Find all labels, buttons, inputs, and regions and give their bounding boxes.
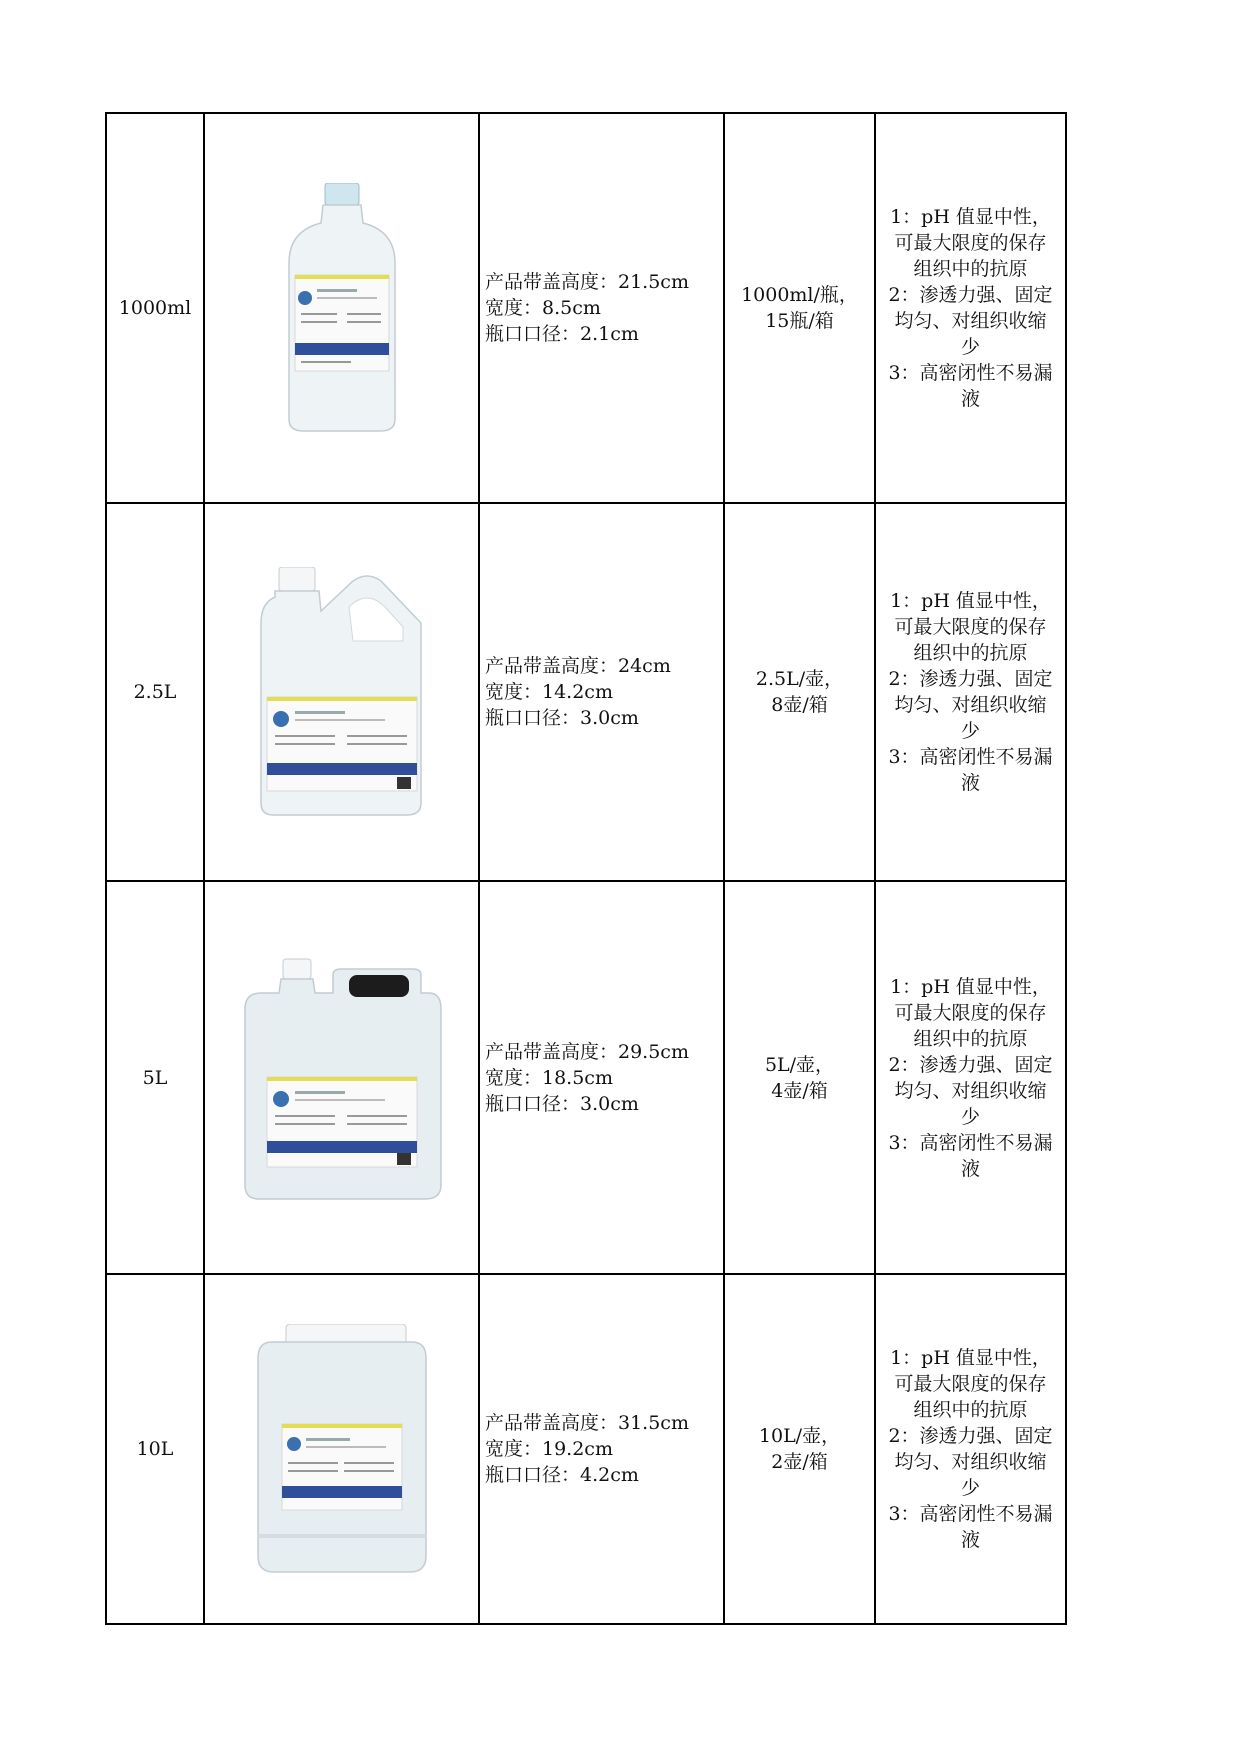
dimensions-cell — [479, 881, 724, 1274]
feature-line: 液 — [960, 1529, 980, 1551]
feature-line: 均匀、对组织收缩 — [894, 1079, 1047, 1102]
feature-line: 3：高密闭性不易漏 — [888, 362, 1053, 384]
feature-line: 液 — [960, 772, 980, 794]
dimension-height: 产品带盖高度：29.5cm — [485, 1040, 689, 1063]
pack-unit: 5L/壶， — [764, 1053, 835, 1076]
pack-case: 2壶/箱 — [771, 1451, 828, 1473]
feature-line: 均匀、对组织收缩 — [894, 1451, 1047, 1473]
dimension-mouth: 瓶口口径：3.0cm — [485, 1092, 639, 1115]
pack-case: 4壶/箱 — [771, 1079, 828, 1102]
feature-line: 可最大限度的保存 — [894, 616, 1047, 638]
dimension-mouth: 瓶口口径：4.2cm — [485, 1464, 639, 1486]
feature-line: 2：渗透力强、固定 — [888, 1425, 1053, 1447]
dimension-height: 产品带盖高度：21.5cm — [485, 271, 689, 293]
volume-cell: 10L — [106, 1274, 204, 1624]
feature-line: 组织中的抗原 — [913, 1027, 1028, 1050]
pack-unit: 1000ml/瓶， — [741, 284, 858, 306]
features-cell — [875, 503, 1066, 881]
product-image-cell — [204, 881, 479, 1274]
feature-line: 可最大限度的保存 — [894, 1373, 1047, 1395]
table-row — [106, 113, 1066, 503]
feature-line: 1：pH 值显中性， — [890, 975, 1051, 998]
dimension-height: 产品带盖高度：24cm — [485, 655, 671, 677]
packaging-cell — [724, 1274, 875, 1624]
dimension-width: 宽度：18.5cm — [485, 1066, 613, 1089]
feature-line: 少 — [960, 1477, 980, 1499]
table-row — [106, 881, 1066, 1274]
dimensions-cell — [479, 503, 724, 881]
feature-line: 液 — [960, 388, 980, 410]
features-cell — [875, 113, 1066, 503]
jerrycan-image — [237, 953, 447, 1203]
feature-line: 少 — [960, 336, 980, 358]
feature-line: 均匀、对组织收缩 — [894, 694, 1047, 716]
jug-image — [257, 567, 427, 817]
product-spec-table — [105, 112, 1067, 1625]
feature-line: 3：高密闭性不易漏 — [888, 1131, 1053, 1154]
dimension-height: 产品带盖高度：31.5cm — [485, 1412, 689, 1434]
packaging-cell — [724, 113, 875, 503]
feature-line: 1：pH 值显中性， — [890, 1347, 1051, 1369]
pack-case: 15瓶/箱 — [765, 310, 834, 332]
feature-line: 组织中的抗原 — [913, 258, 1028, 280]
feature-line: 2：渗透力强、固定 — [888, 284, 1053, 306]
dimension-mouth: 瓶口口径：2.1cm — [485, 323, 639, 345]
features-cell — [875, 881, 1066, 1274]
feature-line: 少 — [960, 1105, 980, 1128]
pack-unit: 2.5L/壶， — [755, 668, 844, 690]
feature-line: 组织中的抗原 — [913, 1399, 1028, 1421]
dimensions-cell — [479, 1274, 724, 1624]
table-row — [106, 503, 1066, 881]
feature-line: 组织中的抗原 — [913, 642, 1028, 664]
feature-line: 可最大限度的保存 — [894, 1001, 1047, 1024]
dimension-width: 宽度：14.2cm — [485, 681, 613, 703]
feature-line: 1：pH 值显中性， — [890, 590, 1051, 612]
feature-line: 2：渗透力强、固定 — [888, 668, 1053, 690]
feature-line: 3：高密闭性不易漏 — [888, 746, 1053, 768]
packaging-cell — [724, 881, 875, 1274]
feature-line: 2：渗透力强、固定 — [888, 1053, 1053, 1076]
bottle-image — [277, 183, 407, 433]
table-row — [106, 1274, 1066, 1624]
features-cell — [875, 1274, 1066, 1624]
feature-line: 3：高密闭性不易漏 — [888, 1503, 1053, 1525]
volume-cell: 5L — [106, 881, 204, 1274]
dimensions-cell — [479, 113, 724, 503]
feature-line: 少 — [960, 720, 980, 742]
product-image-cell — [204, 503, 479, 881]
container-image — [252, 1324, 432, 1574]
feature-line: 可最大限度的保存 — [894, 232, 1047, 254]
feature-line: 1：pH 值显中性， — [890, 206, 1051, 228]
dimension-mouth: 瓶口口径：3.0cm — [485, 707, 639, 729]
dimension-width: 宽度：8.5cm — [485, 297, 601, 319]
packaging-cell — [724, 503, 875, 881]
feature-line: 均匀、对组织收缩 — [894, 310, 1047, 332]
product-image-cell — [204, 1274, 479, 1624]
volume-cell: 1000ml — [106, 113, 204, 503]
pack-case: 8壶/箱 — [771, 694, 828, 716]
product-image-cell — [204, 113, 479, 503]
pack-unit: 10L/壶， — [758, 1425, 841, 1447]
dimension-width: 宽度：19.2cm — [485, 1438, 613, 1460]
volume-cell: 2.5L — [106, 503, 204, 881]
feature-line: 液 — [960, 1157, 980, 1180]
